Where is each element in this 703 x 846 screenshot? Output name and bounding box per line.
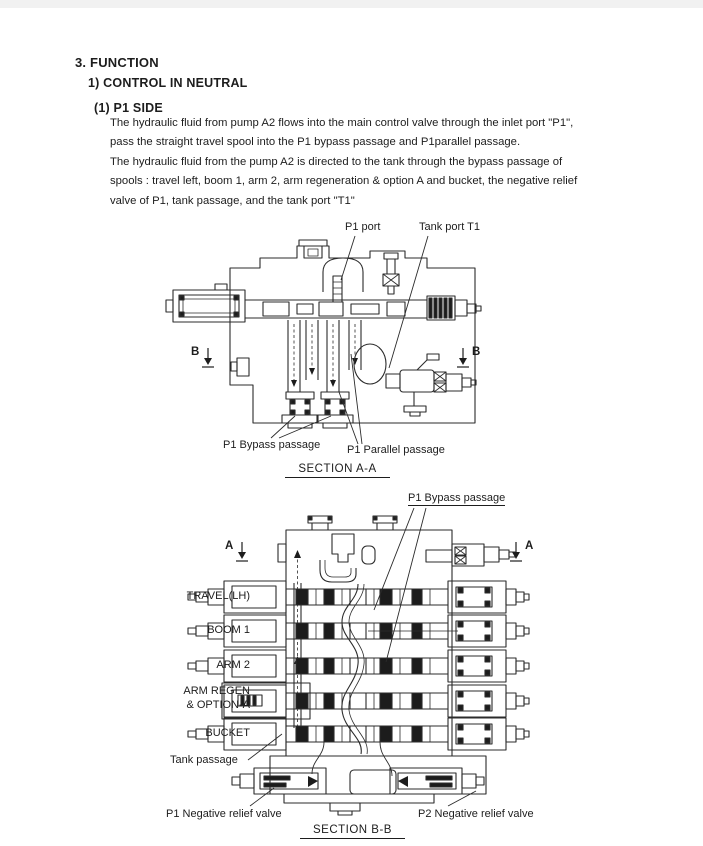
diagram-section-bb (128, 488, 560, 846)
row-label-bucket: BUCKET (205, 727, 250, 739)
bottom-ports (282, 392, 353, 428)
paragraph-line: The hydraulic fluid from the pump A2 is directed to the tank through the bypass passage of (110, 155, 563, 168)
section-cut-marker-a-right (509, 540, 533, 563)
section-cut-arrow-icon (456, 347, 470, 369)
p2-negative-relief-valve-art (390, 768, 484, 794)
section-cut-arrow-icon (201, 347, 215, 369)
valve-body-outline (230, 246, 475, 423)
left-actuator (166, 284, 245, 322)
label-p1-bypass-passage: P1 Bypass passage (223, 439, 321, 451)
paragraph-line: valve of P1, tank passage, and the tank port "T1" (110, 194, 355, 207)
inlet-top-ports (308, 516, 397, 530)
section-cut-arrow-icon (509, 541, 523, 563)
valve-cross-section-aa-art (165, 220, 505, 486)
label-p1-port: P1 port (345, 221, 381, 233)
subsection-heading: 1) CONTROL IN NEUTRAL (88, 76, 248, 90)
inlet-port-cavity (332, 534, 354, 562)
cut-letter: A (525, 540, 534, 552)
paragraph-line: The hydraulic fluid from pump A2 flows into the main control valve through the inlet port "P1", (110, 117, 574, 129)
main-relief-valve (426, 544, 515, 566)
caption-section-aa: SECTION A-A (285, 463, 390, 478)
label-tank-passage: Tank passage (170, 754, 238, 766)
cut-letter: B (191, 346, 200, 358)
label-p1-negative-relief-valve: P1 Negative relief valve (166, 808, 282, 820)
bypass-passages (288, 320, 361, 392)
winding-passage (342, 584, 361, 754)
row-label-arm-regen-option-a (128, 685, 250, 712)
row-label-boom-1: BOOM 1 (207, 624, 250, 636)
row-label-line: ARM REGEN (183, 685, 250, 697)
row-label-travel-lh: TRAVEL(LH) (186, 590, 250, 602)
section-heading: 3. FUNCTION (75, 55, 159, 70)
tank-relief-cartridge (427, 296, 481, 320)
label-p2-negative-relief-valve: P2 Negative relief valve (418, 808, 534, 820)
main-spool (245, 300, 427, 318)
label-p1-parallel-passage: P1 Parallel passage (347, 444, 445, 456)
cut-letter: A (225, 540, 234, 552)
section-cut-marker-a-left (225, 540, 249, 563)
scan-edge-strip (0, 0, 703, 8)
diagram-section-aa (165, 220, 505, 486)
body-paragraphs (110, 114, 650, 211)
section-cut-marker-b-left (191, 346, 215, 369)
label-tank-port-t1: Tank port T1 (419, 221, 480, 233)
section-cut-marker-b-right (456, 346, 480, 369)
top-check-valve (383, 253, 399, 294)
caption-section-bb: SECTION B-B (300, 824, 405, 839)
paragraph-line: spools : travel left, boom 1, arm 2, arm regeneration & option A and bucket, the negative relief (110, 175, 578, 188)
row-label-line: & OPTION-A (186, 698, 250, 711)
cut-letter: B (472, 346, 481, 358)
row-label-arm-2: ARM 2 (216, 659, 250, 671)
p1-port-passage (333, 276, 342, 302)
section-cut-arrow-icon (235, 541, 249, 563)
label-p1-bypass-passage: P1 Bypass passage (408, 492, 506, 504)
aa-line-art (166, 236, 481, 444)
paragraph-line: pass the straight travel spool into the P1 bypass passage and P1parallel passage. (110, 136, 521, 149)
spool-row-arm-regen (222, 683, 529, 719)
subsubsection-heading: (1) P1 SIDE (94, 101, 163, 115)
